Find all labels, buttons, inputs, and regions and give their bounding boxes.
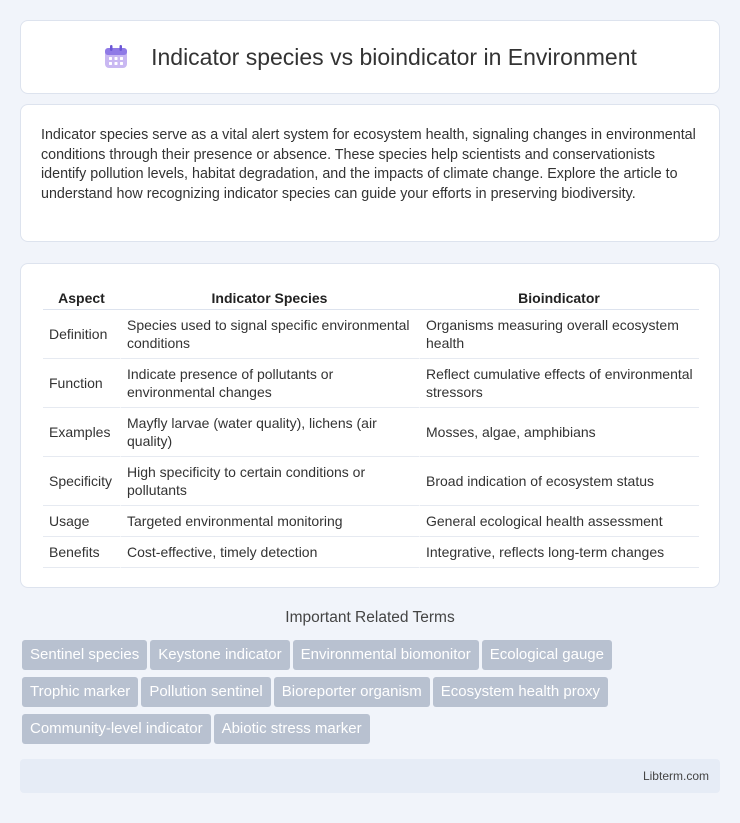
comparison-table — [43, 284, 699, 568]
table-row — [43, 359, 699, 408]
row-bioindicator: Organisms measuring overall ecosystem health — [419, 310, 699, 359]
row-bioindicator: Broad indication of ecosystem status — [419, 457, 699, 506]
table-row — [43, 408, 699, 457]
table-row — [43, 457, 699, 506]
row-aspect: Usage — [43, 506, 120, 537]
row-bioindicator: General ecological health assessment — [419, 506, 699, 537]
row-bioindicator: Mosses, algae, amphibians — [419, 408, 699, 457]
row-indicator-species: Mayfly larvae (water quality), lichens (air quality) — [120, 408, 419, 457]
footer-site-link[interactable]: Libterm.com — [642, 769, 709, 783]
page-title: Indicator species vs bioindicator in Environment — [151, 43, 637, 70]
calendar-icon — [103, 44, 129, 70]
tag-bioreporter-organism[interactable]: Bioreporter organism — [274, 677, 430, 707]
comparison-card — [20, 263, 720, 588]
related-terms-list — [22, 640, 722, 751]
tag-abiotic-stress-marker[interactable]: Abiotic stress marker — [214, 714, 370, 744]
tag-ecosystem-health-proxy[interactable]: Ecosystem health proxy — [433, 677, 608, 707]
row-bioindicator: Integrative, reflects long-term changes — [419, 537, 699, 568]
footer — [20, 759, 720, 793]
tag-ecological-gauge[interactable]: Ecological gauge — [482, 640, 612, 670]
row-indicator-species: Cost-effective, timely detection — [120, 537, 419, 568]
row-bioindicator: Reflect cumulative effects of environmental stressors — [419, 359, 699, 408]
tag-trophic-marker[interactable]: Trophic marker — [22, 677, 138, 707]
header-indicator-species: Indicator Species — [120, 284, 419, 310]
tag-community-level-indicator[interactable]: Community-level indicator — [22, 714, 211, 744]
related-terms-title: Important Related Terms — [285, 609, 455, 626]
row-aspect: Definition — [43, 310, 120, 359]
header-aspect: Aspect — [43, 284, 120, 310]
row-aspect: Function — [43, 359, 120, 408]
header-bioindicator: Bioindicator — [419, 284, 699, 310]
table-row — [43, 506, 699, 537]
table-row — [43, 537, 699, 568]
table-header-row — [43, 284, 699, 310]
intro-text: Indicator species serve as a vital alert system for ecosystem health, signaling changes in environmental conditions through their presence or absence. These species help scientists and conservationists identify pollution levels, habitat degradation, and the impacts of climate change. Explore the article to understand how recognizing indicator species can guide your efforts in preserving biodiversity. — [41, 127, 696, 202]
row-indicator-species: Species used to signal specific environmental conditions — [120, 310, 419, 359]
row-indicator-species: High specificity to certain conditions or pollutants — [120, 457, 419, 506]
tag-pollution-sentinel[interactable]: Pollution sentinel — [141, 677, 270, 707]
tag-environmental-biomonitor[interactable]: Environmental biomonitor — [293, 640, 479, 670]
row-aspect: Specificity — [43, 457, 120, 506]
row-indicator-species: Targeted environmental monitoring — [120, 506, 419, 537]
intro-card — [20, 104, 720, 242]
row-indicator-species: Indicate presence of pollutants or environmental changes — [120, 359, 419, 408]
row-aspect: Benefits — [43, 537, 120, 568]
row-aspect: Examples — [43, 408, 120, 457]
table-row — [43, 310, 699, 359]
title-card — [20, 20, 720, 94]
tag-sentinel-species[interactable]: Sentinel species — [22, 640, 147, 670]
tag-keystone-indicator[interactable]: Keystone indicator — [150, 640, 289, 670]
